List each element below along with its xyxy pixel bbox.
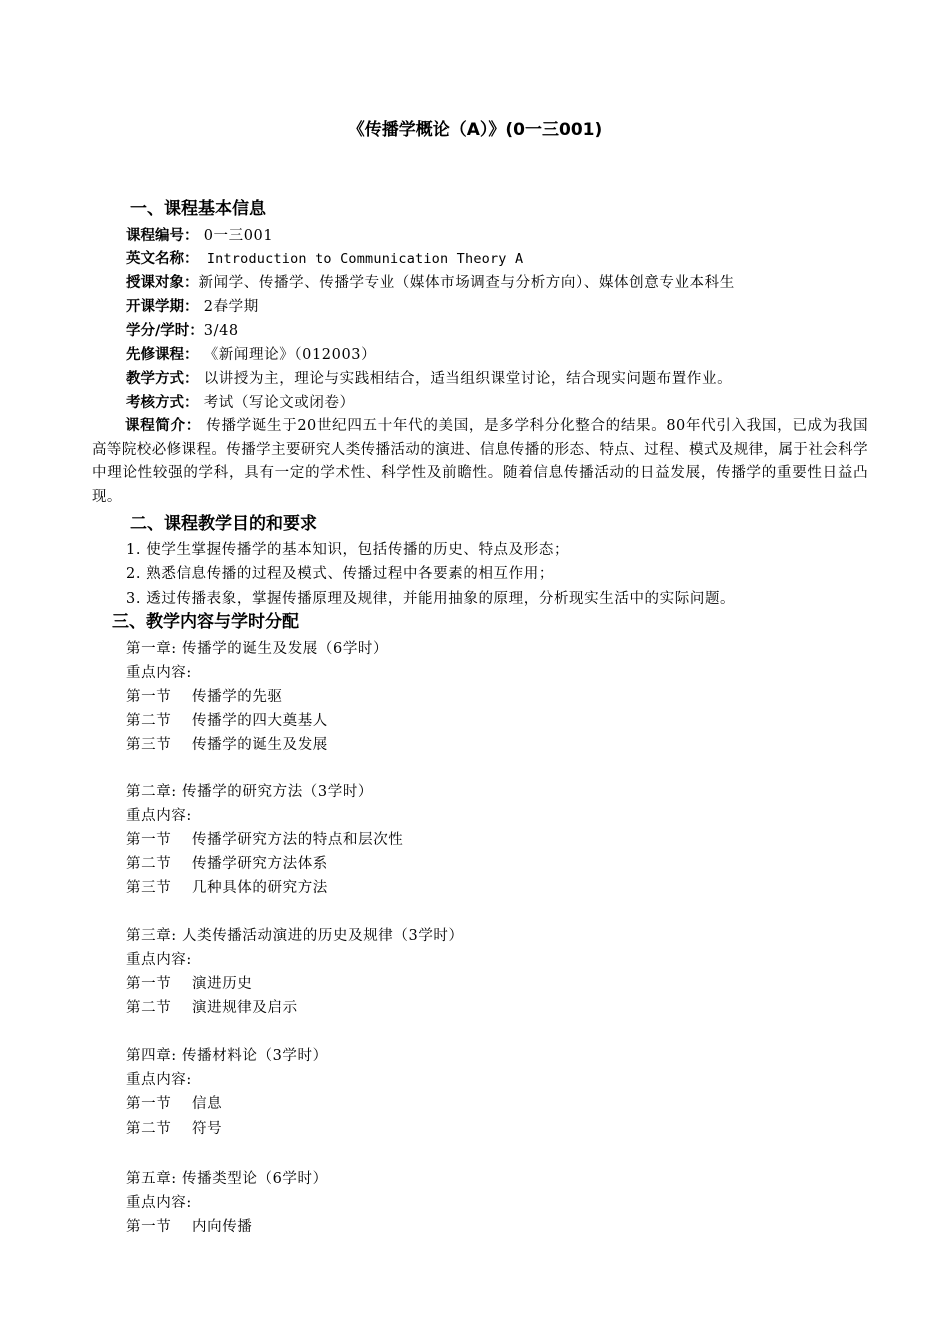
section-name: 几种具体的研究方法 bbox=[192, 880, 328, 896]
info-course-code bbox=[126, 226, 273, 246]
chapter-section bbox=[126, 735, 328, 755]
objective-item-2: 2. 熟悉信息传播的过程及模式、传播过程中各要素的相互作用； bbox=[126, 566, 554, 582]
key-content-label: 重点内容: bbox=[126, 665, 192, 681]
info-value: 考试（写论文或闭卷） bbox=[198, 395, 355, 411]
info-label: 学分/学时： bbox=[126, 323, 204, 339]
key-content-label: 重点内容: bbox=[126, 1195, 192, 1211]
section2-heading: 二、课程教学目的和要求 bbox=[130, 514, 317, 534]
info-value: Introduction to Communication Theory A bbox=[198, 251, 524, 267]
chapter-section bbox=[126, 711, 328, 731]
info-label: 英文名称： bbox=[126, 251, 199, 267]
info-value: 新闻学、传播学、传播学专业（媒体市场调查与分析方向）、媒体创意专业本科生 bbox=[198, 275, 735, 291]
section-number: 第二节 bbox=[126, 1121, 172, 1137]
section-number: 第一节 bbox=[126, 976, 172, 992]
section-name: 传播学的诞生及发展 bbox=[192, 737, 328, 753]
objective-item-1: 1. 使学生掌握传播学的基本知识，包括传播的历史、特点及形态； bbox=[126, 542, 570, 558]
chapter-section bbox=[126, 1217, 252, 1237]
info-value: 3/48 bbox=[203, 323, 239, 339]
info-credits bbox=[126, 321, 239, 341]
section-number: 第一节 bbox=[126, 1219, 172, 1235]
key-content-label: 重点内容: bbox=[126, 952, 192, 968]
chapter-title: 第一章: 传播学的诞生及发展（6学时） bbox=[126, 641, 389, 657]
info-label: 开课学期： bbox=[126, 299, 199, 315]
info-prerequisite bbox=[126, 345, 376, 365]
section-name: 内向传播 bbox=[192, 1219, 253, 1235]
section3-heading: 三、教学内容与学时分配 bbox=[112, 612, 299, 632]
section-name: 信息 bbox=[192, 1096, 223, 1112]
section-number: 第二节 bbox=[126, 856, 172, 872]
section-name: 传播学研究方法体系 bbox=[192, 856, 328, 872]
info-assessment bbox=[126, 393, 355, 413]
info-teaching-method bbox=[126, 369, 732, 389]
section-number: 第三节 bbox=[126, 880, 172, 896]
chapter-title: 第四章: 传播材料论（3学时） bbox=[126, 1048, 328, 1064]
info-english-name bbox=[126, 249, 523, 269]
info-value: 以讲授为主，理论与实践相结合，适当组织课堂讨论，结合现实问题布置作业。 bbox=[198, 371, 733, 387]
key-content-label: 重点内容: bbox=[126, 808, 192, 824]
chapter-title: 第五章: 传播类型论（6学时） bbox=[126, 1171, 328, 1187]
chapter-section bbox=[126, 687, 283, 707]
chapter-title: 第三章: 人类传播活动演进的历史及规律（3学时） bbox=[126, 928, 464, 944]
chapter-section bbox=[126, 974, 252, 994]
section-number: 第二节 bbox=[126, 1000, 172, 1016]
objective-item-3: 3. 透过传播表象，掌握传播原理及规律，并能用抽象的原理，分析现实生活中的实际问题。 bbox=[126, 591, 736, 607]
section-number: 第二节 bbox=[126, 713, 172, 729]
chapter-section bbox=[126, 1094, 222, 1114]
info-value: 0一三001 bbox=[198, 228, 274, 244]
chapter-section bbox=[126, 830, 403, 850]
section-number: 第一节 bbox=[126, 1096, 172, 1112]
chapter-section bbox=[126, 854, 328, 874]
info-label: 教学方式： bbox=[126, 371, 199, 387]
section-name: 演进规律及启示 bbox=[192, 1000, 298, 1016]
section-name: 传播学的四大奠基人 bbox=[192, 713, 328, 729]
course-intro-paragraph bbox=[92, 415, 868, 509]
section1-heading: 一、课程基本信息 bbox=[130, 199, 266, 219]
info-label: 考核方式： bbox=[126, 395, 199, 411]
chapter-section bbox=[126, 998, 298, 1018]
info-audience bbox=[126, 273, 735, 293]
info-label: 授课对象： bbox=[126, 275, 199, 291]
intro-text: 传播学诞生于20世纪四五十年代的美国，是多学科分化整合的结果。80年代引入我国，已成为我国高等院校必修课程。传播学主要研究人类传播活动的演进、信息传播的形态、特点、过程、模式及规律，属于社会科学中理论性较强的学科，具有一定的学术性、科学性及前瞻性。随着信息传播活动的日益发展，传播学的重要性日益凸现。 bbox=[92, 418, 868, 505]
section-number: 第三节 bbox=[126, 737, 172, 753]
chapter-section bbox=[126, 1119, 222, 1139]
chapter-section bbox=[126, 878, 328, 898]
section-number: 第一节 bbox=[126, 689, 172, 705]
section-name: 符号 bbox=[192, 1121, 223, 1137]
section-name: 传播学的先驱 bbox=[192, 689, 283, 705]
section-name: 传播学研究方法的特点和层次性 bbox=[192, 832, 404, 848]
info-label: 课程编号： bbox=[126, 228, 199, 244]
key-content-label: 重点内容: bbox=[126, 1072, 192, 1088]
intro-label: 课程简介： bbox=[125, 418, 201, 434]
section-name: 演进历史 bbox=[192, 976, 253, 992]
info-label: 先修课程： bbox=[126, 347, 199, 363]
document-title: 《传播学概论（A）》(0一三001) bbox=[347, 120, 603, 140]
section-number: 第一节 bbox=[126, 832, 172, 848]
info-value: 《新闻理论》（012003） bbox=[198, 347, 377, 363]
info-value: 2春学期 bbox=[198, 299, 259, 315]
info-semester bbox=[126, 297, 259, 317]
chapter-title: 第二章: 传播学的研究方法（3学时） bbox=[126, 784, 374, 800]
